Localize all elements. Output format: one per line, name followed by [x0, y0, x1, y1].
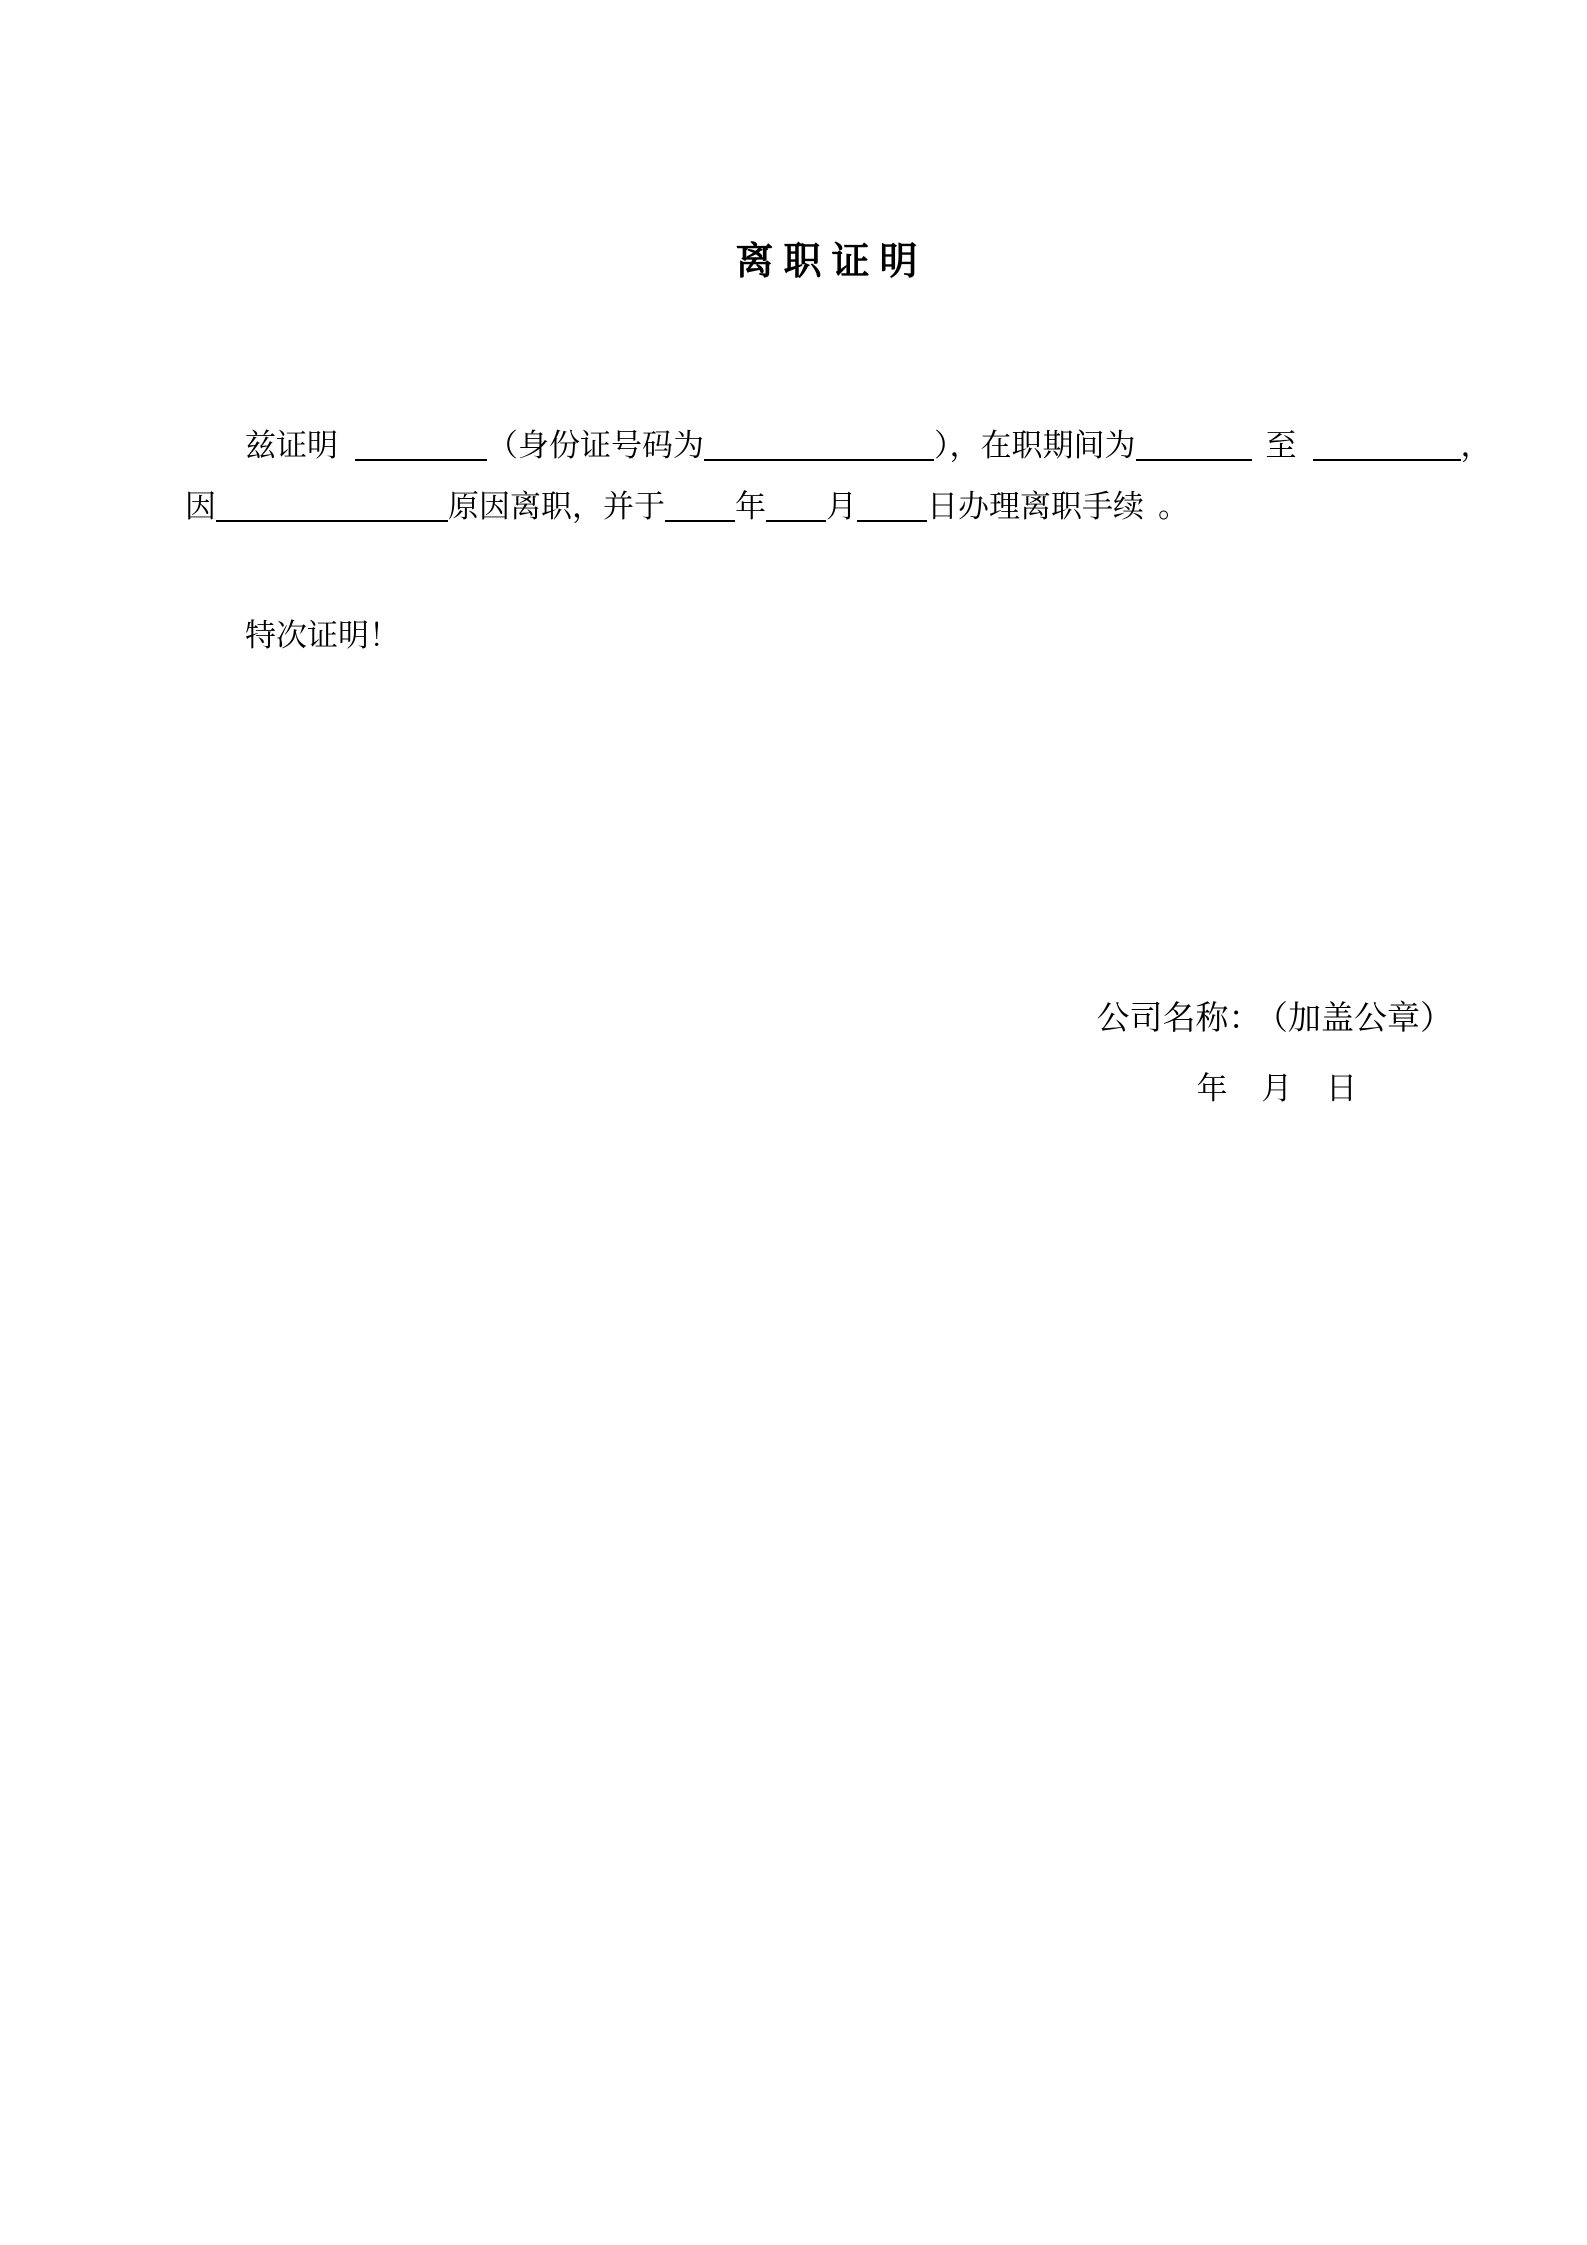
signature-date-line: 年 月 日	[1196, 1071, 1357, 1106]
paragraph-text: 月	[826, 489, 857, 524]
fill-in-blank	[857, 518, 927, 522]
seal-instruction: （加盖公章）	[1271, 1001, 1453, 1037]
spacer	[1297, 455, 1313, 456]
fill-in-blank	[766, 518, 826, 522]
paragraph-text: 至	[1265, 428, 1297, 463]
fill-in-blank	[1313, 457, 1461, 461]
paragraph-text: （身份证号码为	[487, 428, 704, 463]
spacer	[1144, 516, 1158, 517]
paragraph-text: ），在职期间为	[934, 428, 1136, 463]
document-title: 离职证明	[735, 241, 928, 283]
paragraph-text: ，	[1460, 428, 1492, 463]
paragraph-line	[185, 476, 1587, 537]
paragraph-text: 原因离职，并于	[448, 489, 665, 524]
paragraph-text: 年	[735, 489, 766, 524]
body-paragraph	[0, 415, 1587, 537]
company-name-line	[0, 984, 1587, 1054]
paragraph-text: 日办理离职手续	[927, 489, 1144, 524]
spacer	[1252, 455, 1266, 456]
fill-in-blank	[665, 518, 735, 522]
company-name-label: 公司名称：	[1096, 1001, 1262, 1037]
spacer	[338, 455, 355, 456]
closing-statement: 特次证明！	[245, 618, 400, 653]
fill-in-blank	[704, 457, 934, 461]
fill-in-blank	[1136, 457, 1252, 461]
fill-in-blank	[216, 518, 448, 522]
paragraph-text: 。	[1158, 489, 1189, 524]
fill-in-blank	[355, 457, 487, 461]
paragraph-line	[185, 415, 1587, 476]
paragraph-text: 因	[185, 489, 216, 524]
paragraph-text: 兹证明	[245, 428, 338, 463]
